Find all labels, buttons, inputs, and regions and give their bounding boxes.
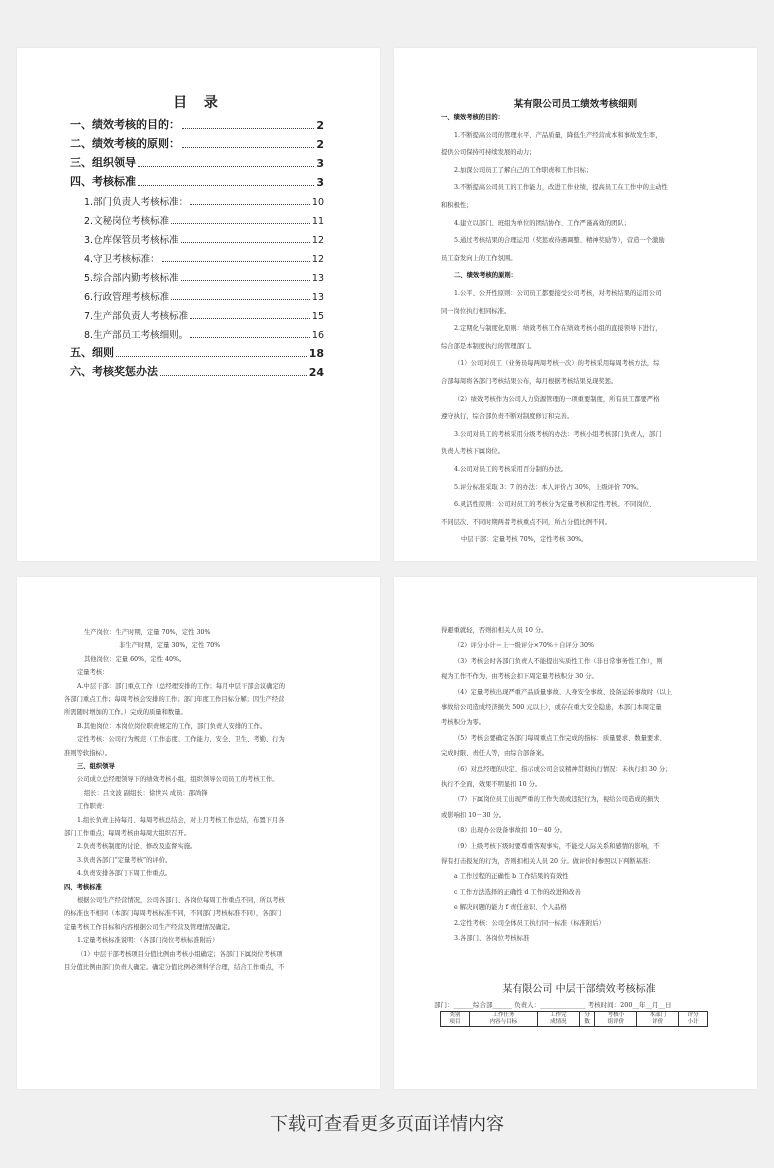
toc-entry-page: 18 bbox=[308, 347, 324, 360]
section-heading: 三、组织领导 bbox=[77, 763, 115, 770]
text-line: 部门工作重点；每周考核由每周大组织召开。 bbox=[64, 830, 190, 837]
text-line: 事故给公司造成经济损失 500 元以上），或存在重大安全隐患，本部门本周定量 bbox=[441, 704, 662, 711]
table-title: 某有限公司 中层干部绩效考核标准 bbox=[502, 984, 656, 995]
text-line: 视为工作不作为，由考核会扣下周定量考核积分 30 分。 bbox=[441, 673, 598, 681]
toc-entry-label: 4.守卫考核标准： bbox=[84, 254, 160, 265]
toc-entry-page: 13 bbox=[311, 292, 324, 303]
document-title: 某有限公司员工绩效考核细则 bbox=[513, 99, 638, 110]
text-line: 1.组长负责主持每月、每周考核总结会，对上月考核工作总结，布置下月各 bbox=[77, 816, 285, 824]
text-line: 提供公司保持可持续发展的动力； bbox=[441, 149, 536, 157]
toc-leader-dots bbox=[138, 185, 314, 186]
section-heading: 四、考核标准 bbox=[64, 883, 102, 891]
table-header-cell: 考核小 组评价 bbox=[595, 1012, 637, 1027]
text-line: 考核积分为零。 bbox=[441, 719, 486, 727]
toc-leader-dots bbox=[162, 261, 310, 262]
toc-leader-dots bbox=[182, 147, 314, 148]
toc-entry-page: 10 bbox=[311, 197, 324, 208]
toc-entry-page: 16 bbox=[311, 330, 324, 341]
text-line: 综合部是本制度执行的管理部门。 bbox=[441, 342, 536, 350]
toc-entry-page: 2 bbox=[316, 138, 324, 151]
text-line: 或影响扣 10－30 分。 bbox=[441, 811, 506, 819]
toc-entry-page: 12 bbox=[311, 254, 324, 265]
section-heading: 二、绩效考核的原则： bbox=[454, 272, 517, 280]
text-line: （2）评分小计＝上一级评分×70%＋自评分 30% bbox=[454, 642, 595, 650]
toc-entry-label: 二、绩效考核的原则： bbox=[70, 137, 180, 150]
toc-entry-label: 六、考核奖惩办法 bbox=[70, 365, 158, 378]
document-page-3 bbox=[17, 577, 380, 1089]
toc-entry-label: 7.生产部负责人考核标准 bbox=[84, 311, 189, 322]
table-header-cell: 本部门 评价 bbox=[637, 1012, 679, 1027]
text-line: （6）对总经理的决定、指示或公司会议精神贯彻执行情况：未执行扣 30 分； bbox=[454, 765, 672, 773]
toc-entry[interactable] bbox=[70, 115, 324, 132]
toc-entry-page: 3 bbox=[316, 176, 324, 189]
toc-leader-dots bbox=[190, 337, 310, 338]
text-line: 4.建立以部门、班组为单位的团结协作、工作严谨高效的团队； bbox=[454, 219, 631, 227]
text-line: （9）上级考核下级时要尊重客观事实，不能受人际关系和感情的影响，不 bbox=[454, 842, 660, 850]
text-line: 定量考核： bbox=[77, 669, 109, 677]
text-line: （4）定量考核出现严重产品质量事故、人身安全事故、设备运转事故时（以上 bbox=[454, 688, 673, 696]
text-line: 非生产时期，定量 30%，定性 70% bbox=[119, 642, 221, 650]
toc-leader-dots bbox=[138, 166, 314, 167]
toc-page bbox=[17, 48, 380, 561]
text-line: 2.定性考核：公司全体员工执行同一标准（标准附后） bbox=[454, 919, 605, 927]
toc-entry[interactable] bbox=[84, 305, 324, 322]
text-line: 目分值比例由部门负责人确定。确定分值比例必须科学合理，结合工作重点，不 bbox=[64, 964, 285, 971]
text-line: 定性考核：公司行为规范（工作态度、工作能力、安全、卫生、考勤、行为 bbox=[77, 736, 285, 744]
text-line: 执行不全面，效果不明显扣 10 分。 bbox=[441, 781, 542, 788]
text-line: A.中层干部：部门重点工作（总经理安排的工作；每月中层干部会议确定的 bbox=[77, 682, 286, 690]
text-line: 生产岗位：生产时期，定量 70%，定性 30% bbox=[84, 629, 211, 636]
toc-entry[interactable] bbox=[70, 134, 324, 151]
toc-entry[interactable] bbox=[70, 172, 324, 189]
toc-entry[interactable] bbox=[84, 248, 324, 265]
toc-entry[interactable] bbox=[84, 324, 324, 341]
text-line: （3）考核会时各部门负责人不能提出实质性工作（非日常事务性工作），则 bbox=[454, 657, 663, 665]
text-line: 遵守执行，综合部负责不断对制度修订和完善。 bbox=[441, 413, 574, 421]
toc-entry-label: 五、细则 bbox=[70, 346, 114, 359]
toc-leader-dots bbox=[190, 204, 310, 205]
toc-entry-label: 三、组织领导 bbox=[70, 156, 136, 169]
toc-entry-label: 3.仓库保管员考核标准 bbox=[84, 235, 179, 246]
text-line: 5.评分标准采取 3：7 的办法：本人评价占 30%，上级评价 70%。 bbox=[454, 483, 643, 491]
toc-entry-page: 3 bbox=[316, 157, 324, 170]
document-page-4 bbox=[394, 577, 757, 1089]
toc-entry[interactable] bbox=[84, 267, 324, 284]
table-header-cell: 类别 项目 bbox=[441, 1012, 470, 1027]
text-line: 准则等软指标）。 bbox=[64, 749, 112, 757]
text-line: （1）公司对员工（业务员每两周考核一次）的考核采用每周考核方法，综 bbox=[454, 360, 660, 368]
toc-leader-dots bbox=[182, 128, 314, 129]
text-line: 组长：吕文波 副组长：徐世兴 成员：邵尚锋 bbox=[84, 789, 208, 797]
text-line: 负责人考核下属岗位。 bbox=[441, 448, 504, 456]
text-line: 4.负责安排各部门下周工作重点。 bbox=[77, 870, 172, 878]
text-line: 1.定量考核标准说明：（各部门岗位考核标准附后） bbox=[77, 937, 219, 945]
toc-entry-label: 四、考核标准 bbox=[70, 175, 136, 188]
toc-entry-label: 一、绩效考核的目的： bbox=[70, 118, 180, 131]
text-line: 1.不断提高公司的管理水平、产品质量，降低生产经营成本和事故发生率， bbox=[454, 131, 662, 139]
toc-leader-dots bbox=[181, 242, 310, 243]
toc-entry-label: 8.生产部员工考核细则。 bbox=[84, 330, 189, 341]
text-line: 3.不断提高公司员工的工作能力，改进工作业绩，提高员工在工作中的主动性 bbox=[454, 184, 668, 192]
text-line: 完成时限、责任人等，由综合部备案。 bbox=[441, 750, 549, 758]
toc-entry-label: 1.部门负责人考核标准： bbox=[84, 197, 189, 208]
text-line: 3.公司对员工的考核采用分级考核的办法：考核小组考核部门负责人，部门 bbox=[454, 430, 662, 438]
text-line: （5）考核会要确定各部门每周重点工作完成的指标：质量要求、数量要求、 bbox=[454, 734, 666, 742]
table-header-row bbox=[441, 1012, 708, 1027]
toc-entry-label: 6.行政管理考核标准 bbox=[84, 292, 170, 303]
toc-entry-page: 2 bbox=[316, 119, 324, 132]
text-line: 定量考核工作目标和内容根据公司生产经营及管理情况确定。 bbox=[64, 923, 235, 931]
toc-entry[interactable] bbox=[84, 191, 324, 208]
text-line: a 工作过程的正确性 b 工作结果的有效性 bbox=[454, 873, 569, 881]
text-line: 所需随时增加的工作。）完成的质量和数量。 bbox=[64, 709, 187, 717]
text-line: 根据公司生产经营情况，公司各部门、各岗位每周工作重点不同，所以考核 bbox=[77, 897, 285, 904]
toc-entry-page: 15 bbox=[311, 311, 324, 322]
text-line: 3.各部门、各岗位考核标准 bbox=[454, 935, 530, 942]
text-line: 2.定期化与制度化原则：绩效考核工作在绩效考核小组的直接领导下进行， bbox=[454, 325, 662, 333]
document-page-2 bbox=[394, 48, 757, 561]
toc-entry[interactable] bbox=[84, 210, 324, 227]
toc-leader-dots bbox=[171, 223, 310, 224]
toc-entry[interactable] bbox=[84, 229, 324, 246]
text-line: 6.灵活性原则：公司对员工的考核分为定量考核和定性考核。不同岗位、 bbox=[454, 501, 656, 509]
toc-entry[interactable] bbox=[70, 362, 324, 379]
text-line: 同一岗位执行相同标准。 bbox=[441, 307, 511, 315]
text-line: 员工奋发向上的工作氛围。 bbox=[441, 254, 517, 262]
text-line: 3.负责各部门“定量考核”的评价。 bbox=[77, 856, 172, 864]
text-line: （7）下属岗位员工出现严重的工作失误或违纪行为，视给公司造成的损失 bbox=[454, 796, 660, 804]
text-line: 不同层次、不同时期两者考核重点不同，所占分值比例不同。 bbox=[441, 518, 612, 526]
toc-leader-dots bbox=[181, 280, 310, 281]
score-table bbox=[440, 1011, 708, 1027]
text-line: c 工作方法选择的正确性 d 工作的改进和改善 bbox=[454, 888, 581, 896]
toc-leader-dots bbox=[190, 318, 310, 319]
table-header-cell: 工作任务 内容与目标 bbox=[469, 1012, 537, 1027]
text-line: 工作职责： bbox=[77, 803, 109, 811]
table-header-cell: 工作完 成情况 bbox=[537, 1012, 579, 1027]
toc-title: 目 录 bbox=[173, 95, 224, 111]
table-header-cell: 评分 小计 bbox=[679, 1012, 708, 1027]
text-line: 合部每周将各部门考核结果公布，每月根据考核结果兑现奖惩。 bbox=[441, 378, 618, 385]
text-line: 各部门重点工作；每周考核会安排的工作；部门年度工作目标分解；因生产经营 bbox=[64, 696, 285, 703]
text-line: 2.加深公司员工了解自己的工作职责和工作目标； bbox=[454, 166, 593, 174]
toc-leader-dots bbox=[116, 356, 307, 357]
toc-entry-page: 12 bbox=[311, 235, 324, 246]
text-line: 得避重就轻，否则扣相关人员 10 分。 bbox=[441, 627, 548, 634]
text-line: 的标准也不相同（本部门每周考核标准不同，不同部门考核标准不同），各部门 bbox=[64, 910, 282, 918]
text-line: 5.通过考核结果的合理运用（奖惩或待遇调整、精神奖励等），营造一个激励 bbox=[454, 237, 665, 245]
text-line: （2）绩效考核作为公司人力资源管理的一项重要制度，所有员工都要严格 bbox=[454, 395, 660, 403]
text-line: 和积极性； bbox=[441, 202, 473, 209]
text-line: 1.公平、公开性原则：公司员工都要接受公司考核，对考核结果的运用公司 bbox=[454, 290, 662, 297]
toc-entry-page: 11 bbox=[311, 216, 324, 227]
table-meta: 部门：______综合部______ 负责人：______________ 考核时间：200__年__月__日 bbox=[434, 1001, 672, 1009]
toc-entry-label: 5.综合部内勤考核标准 bbox=[84, 273, 179, 284]
toc-leader-dots bbox=[171, 299, 310, 300]
toc-leader-dots bbox=[160, 375, 307, 376]
download-prompt[interactable]: 下载可查看更多页面详情内容 bbox=[270, 1114, 504, 1135]
toc-entry[interactable] bbox=[84, 286, 324, 303]
toc-entry-page: 13 bbox=[311, 273, 324, 284]
text-line: 得有打击报复的行为，否则扣相关人员 20 分。做评价时参照以下判断基准： bbox=[441, 858, 655, 865]
text-line: 其他岗位：定量 60%，定性 40%。 bbox=[84, 655, 186, 663]
section-heading: 一、绩效考核的目的： bbox=[441, 114, 504, 121]
text-line: B.其他岗位：本岗位岗位职责规定的工作，部门负责人安排的工作。 bbox=[77, 722, 267, 730]
text-line: （1）中层干部考核项目分值比例由考核小组确定；各部门下属岗位考核项 bbox=[77, 950, 283, 958]
text-line: e 解决问题的能力 f 责任意识、个人品格 bbox=[454, 904, 567, 912]
text-line: （8）出现办公设备事故扣 10－40 分。 bbox=[454, 827, 567, 835]
toc-entry-label: 2.文秘岗位考核标准 bbox=[84, 216, 170, 227]
text-line: 中层干部：定量考核 70%，定性考核 30%。 bbox=[461, 536, 588, 544]
toc-entry-page: 24 bbox=[308, 366, 324, 379]
text-line: 2.负责考核制度的讨论、修改及监督实施。 bbox=[77, 843, 197, 851]
text-line: 4.公司对员工的考核采用百分制的办法。 bbox=[454, 466, 568, 473]
text-line: 公司成立总经理领导下的绩效考核小组，组织领导公司员工的考核工作。 bbox=[77, 776, 279, 784]
toc-entry[interactable] bbox=[70, 343, 324, 360]
table-header-cell: 分 数 bbox=[579, 1012, 595, 1027]
toc-entry[interactable] bbox=[70, 153, 324, 170]
